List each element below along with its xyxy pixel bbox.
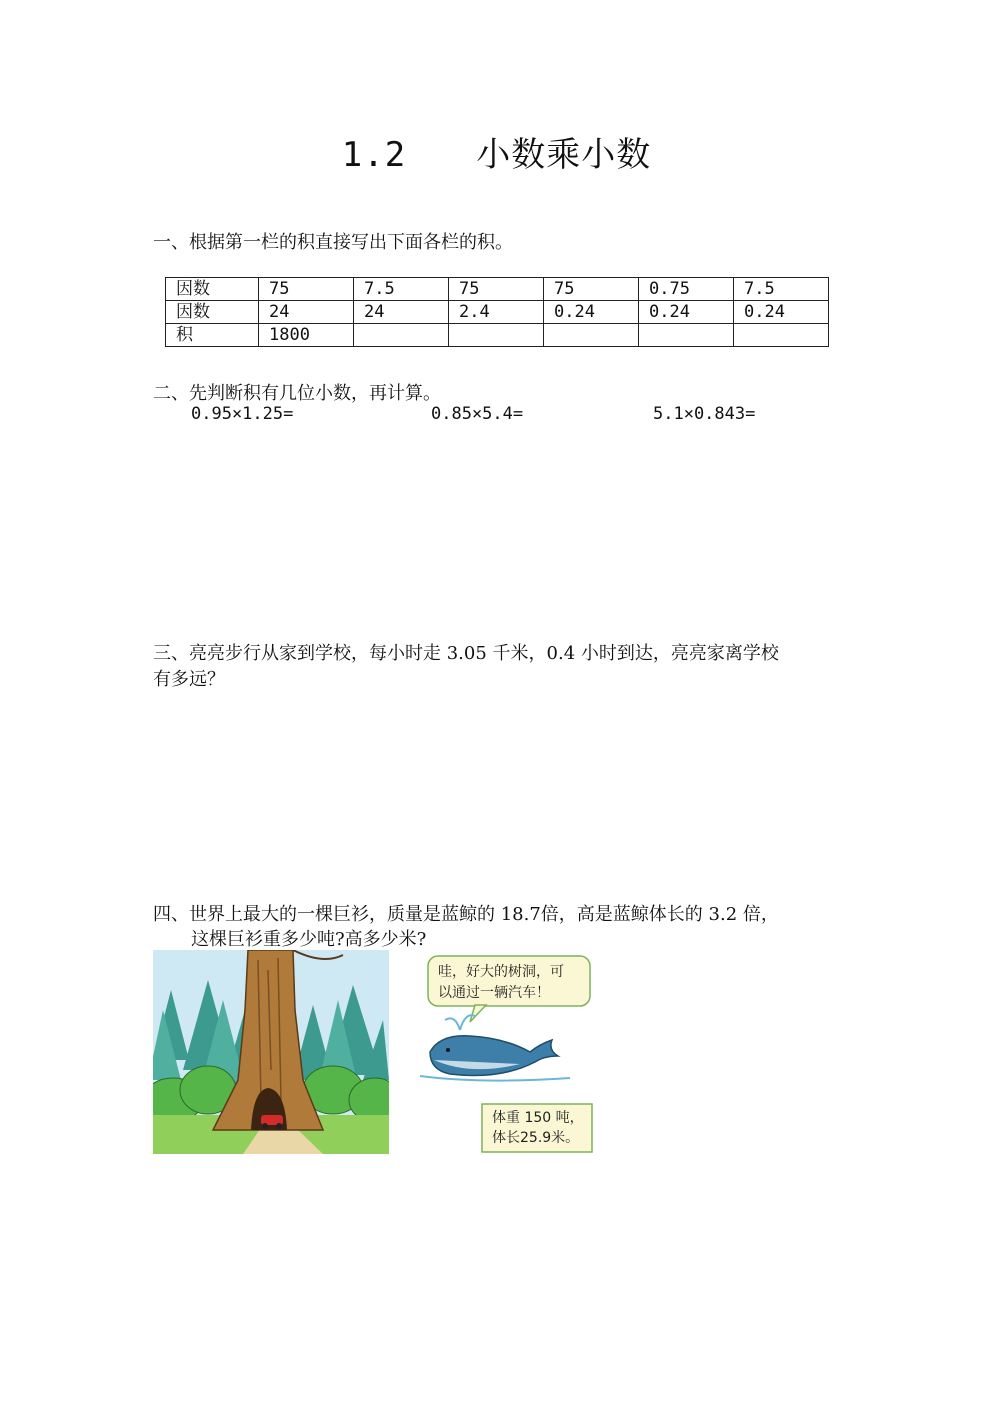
whale-length: 体长25.9米。 [492,1130,580,1146]
table-cell: 1800 [259,324,354,347]
question-4-line-1: 四、世界上最大的一棵巨衫，质量是蓝鲸的 18.7倍，高是蓝鲸体长的 3.2 倍， [153,904,779,925]
page-title [0,127,993,176]
answer-cell[interactable] [449,324,544,347]
expression-1: 0.95×1.25= [191,404,294,424]
question-3-line-1: 三、亮亮步行从家到学校，每小时走 3.05 千米，0.4 小时到达，亮亮家离学校 [153,643,779,664]
question-4-line-2: 这棵巨衫重多少吨?高多少米? [191,929,427,950]
table-cell: 7.5 [354,278,449,301]
answer-cell[interactable] [544,324,639,347]
table-cell: 24 [259,301,354,324]
answer-cell[interactable] [639,324,734,347]
table-cell: 7.5 [734,278,829,301]
row-label: 因数 [166,301,259,324]
table-row [166,301,829,324]
lesson-title: 小数乘小数 [476,135,652,175]
answer-cell[interactable] [354,324,449,347]
expression-3: 5.1×0.843= [653,404,756,424]
whale-weight: 体重 150 吨， [492,1110,584,1126]
factor-table [165,277,829,347]
table-row [166,324,829,347]
whale-illustration [420,952,595,1154]
table-cell: 0.24 [734,301,829,324]
table-cell: 0.24 [639,301,734,324]
table-cell: 75 [544,278,639,301]
table-row [166,278,829,301]
table-cell: 24 [354,301,449,324]
lesson-number: 1.2 [341,135,407,175]
expression-2: 0.85×5.4= [431,404,524,424]
row-label: 积 [166,324,259,347]
table-cell: 0.75 [639,278,734,301]
row-label: 因数 [166,278,259,301]
answer-cell[interactable] [734,324,829,347]
question-2-prompt: 二、先判断积有几位小数，再计算。 [153,383,441,404]
speech-line-2: 以通过一辆汽车！ [438,985,550,1001]
table-cell: 2.4 [449,301,544,324]
question-1-prompt: 一、根据第一栏的积直接写出下面各栏的积。 [153,232,513,253]
sequoia-illustration [153,950,389,1154]
table-cell: 75 [449,278,544,301]
table-cell: 0.24 [544,301,639,324]
question-3-line-2: 有多远？ [153,669,225,690]
speech-line-1: 哇，好大的树洞，可 [438,964,564,980]
table-cell: 75 [259,278,354,301]
